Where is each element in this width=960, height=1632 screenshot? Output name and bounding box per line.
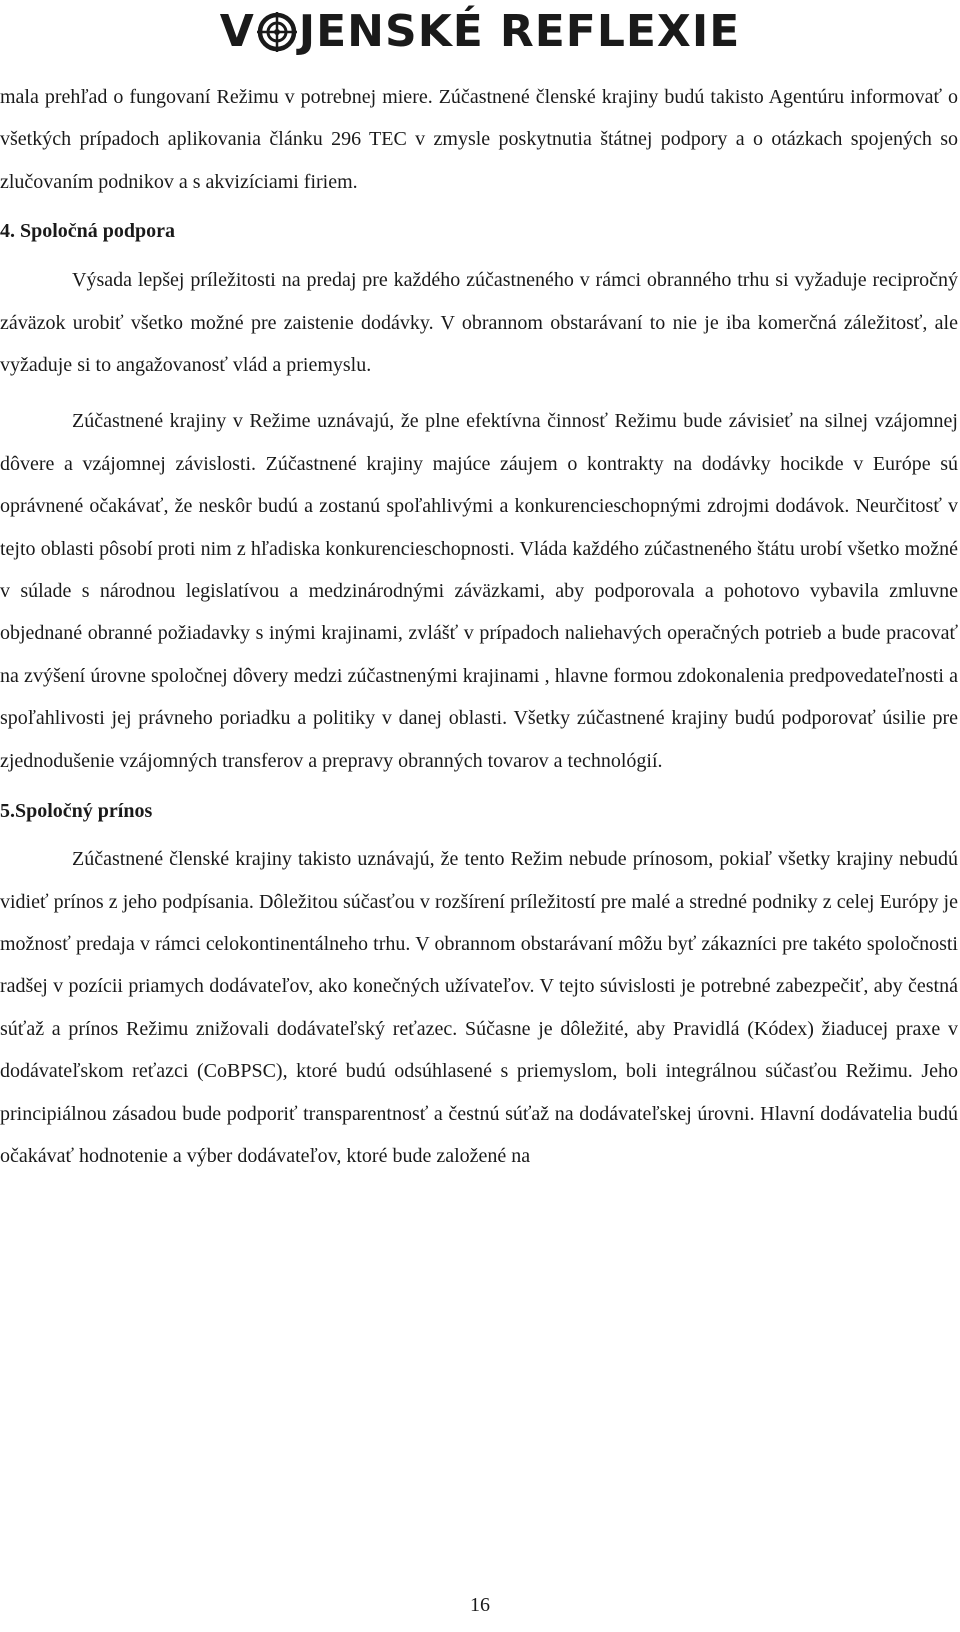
paragraph: Zúčastnené členské krajiny takisto uznávajú, že tento Režim nebude prínosom, pokiaľ všetky krajiny nebudú vidieť prínos z jeho podpísania. Dôležitou súčasťou v rozšírení príležitostí pre malé a stredné podniky z celej Európy je možnosť predaja v rámci celokontinentálneho trhu. V obrannom obstarávaní môžu byť zákazníci pre takéto spoločnosti radšej v pozícii priamych dodávateľov, ako konečných užívateľov. V tejto súvislosti je potrebné zabezpečiť, aby čestná súťaž a prínos Režimu znižovali dodávateľský reťazec. Súčasne je dôležité, aby Pravidlá (Kódex) žiaducej praxe v dodávateľskom reťazci (CoBPSC), ktoré budú odsúhlasené s priemyslom, boli integrálnou súčasťou Režimu. Jeho principiálnou zásadou bude podporiť transparentnosť a čestnú súťaž na dodávateľskej úrovni. Hlavní dodávatelia budú očakávať hodnotenie a výber dodávateľov, ktoré bude založené na	[0, 848, 958, 1167]
section-heading: 5.Spoločný prínos	[0, 800, 153, 823]
logo-text-v: V	[219, 6, 255, 57]
paragraph: Výsada lepšej príležitosti na predaj pre každého zúčastneného v rámci obranného trhu si vyžaduje recipročný záväzok urobiť všetko možné pre zaistenie dodávky. V obrannom obstarávaní to nie je iba komerčná záležitosť, ale vyžaduje si to angažovanosť vlád a priemyslu.	[0, 269, 958, 377]
logo-text-jenske: JENSKÉ	[298, 6, 484, 57]
crosshair-icon	[257, 12, 297, 52]
page-number: 16	[470, 1594, 490, 1616]
page-header	[0, 0, 960, 60]
logo-text-reflexie: REFLEXIE	[499, 6, 741, 57]
logo	[219, 6, 741, 57]
paragraph: Zúčastnené krajiny v Režime uznávajú, že plne efektívna činnosť Režimu bude závisieť na silnej vzájomnej dôvere a vzájomnej závislosti. Zúčastnené krajiny majúce záujem o kontrakty na dodávky hocikde v Európe sú oprávnené očakávať, že neskôr budú a zostanú spoľahlivými a konkurencieschopnými zdrojmi dodávok. Neurčitosť v tejto oblasti pôsobí proti nim z hľadiska konkurencieschopnosti. Vláda každého zúčastneného štátu urobí všetko možné v súlade s národnou legislatívou a medzinárodnými záväzkami, aby podporovala a pohotovo vybavila zmluvne objednané obranné požiadavky s inými krajinami, zvlášť v prípadoch naliehavých operačných potrieb a bude pracovať na zvýšení úrovne spoločnej dôvery medzi zúčastnenými krajinami , hlavne formou zdokonalenia predpovedateľnosti a spoľahlivosti jej právneho poriadku a politiky v danej oblasti. Všetky zúčastnené krajiny budú podporovať úsilie pre zjednodušenie vzájomných transferov a prepravy obranných tovarov a technológií.	[0, 410, 958, 772]
paragraph: mala prehľad o fungovaní Režimu v potrebnej miere. Zúčastnené členské krajiny budú takisto Agentúru informovať o všetkých prípadoch aplikovania článku 296 TEC v zmysle poskytnutia štátnej podpory a o otázkach spojených so zlučovaním podnikov a s akvizíciami firiem.	[0, 86, 958, 193]
section-heading: 4. Spoločná podpora	[0, 220, 176, 243]
document-body	[0, 76, 958, 1177]
